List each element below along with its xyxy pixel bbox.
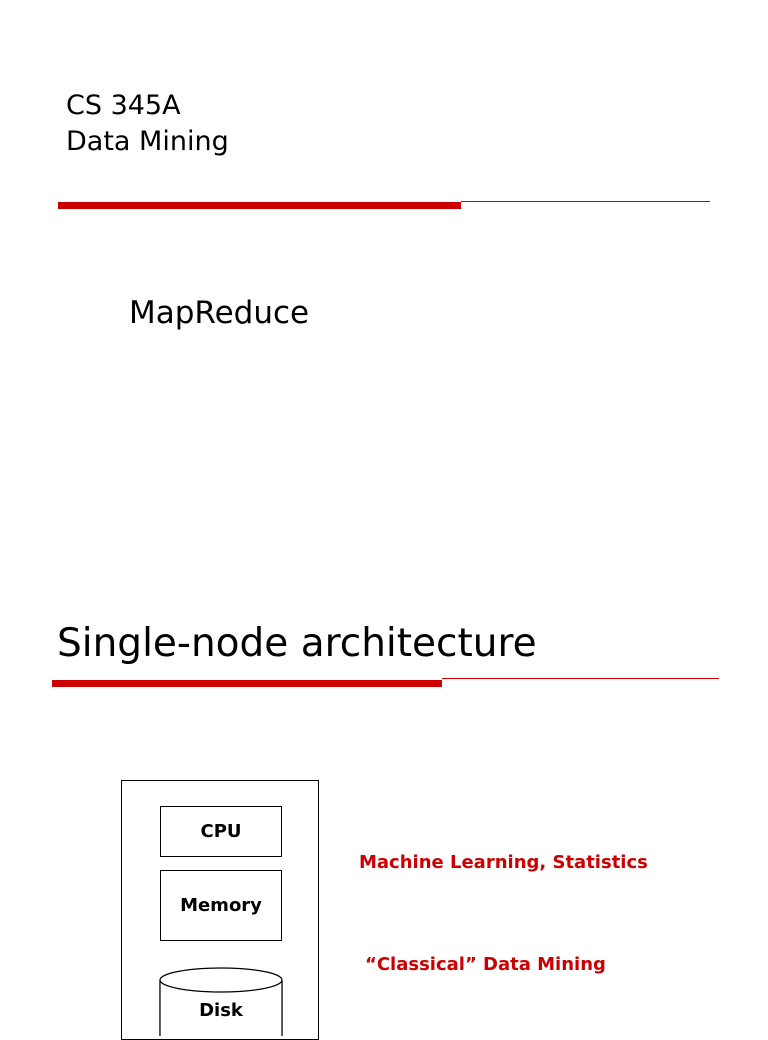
memory-box: Memory [160,870,282,941]
slide-rule-thin [442,678,719,679]
ml-statistics-label: Machine Learning, Statistics [359,852,648,873]
course-code: CS 345A [66,90,181,121]
cpu-box: CPU [160,806,282,857]
disk-label: Disk [199,1000,243,1021]
title-rule-thick [58,202,461,209]
course-name: Data Mining [66,126,229,157]
disk-cylinder [159,966,283,1036]
slide-title: Single-node architecture [57,621,537,666]
slide-rule-thick [52,680,442,687]
title-rule-thin [461,201,710,202]
lecture-title: MapReduce [129,295,310,331]
classical-data-mining-label: “Classical” Data Mining [365,954,606,975]
